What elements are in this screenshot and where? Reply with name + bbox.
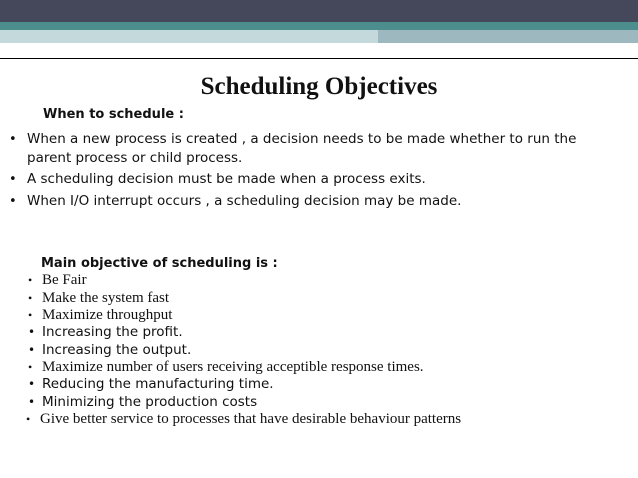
bullet-icon: •	[9, 172, 17, 187]
header-band-light	[0, 30, 378, 43]
list-item-text: Maximize throughput	[42, 307, 173, 323]
list-item-text: A scheduling decision must be made when a process exits.	[27, 171, 426, 187]
header-band-teal	[0, 22, 638, 30]
slide-title: Scheduling Objectives	[200, 73, 438, 100]
section-heading-objectives: Main objective of scheduling is :	[41, 256, 278, 271]
header-band-dark	[0, 0, 638, 22]
list-item	[28, 290, 622, 308]
title-rule	[0, 58, 638, 59]
list-item	[9, 130, 607, 168]
list-item	[28, 324, 622, 342]
bullet-icon: •	[28, 343, 36, 357]
list-item-text: Make the system fast	[42, 290, 170, 306]
list-item	[28, 307, 622, 325]
list-item-text: Maximize number of users receiving acceptible response times.	[42, 359, 424, 375]
list-item	[9, 170, 607, 189]
section-heading-when: When to schedule :	[43, 107, 184, 122]
bullet-icon: •	[28, 291, 33, 305]
bullet-icon: •	[28, 377, 36, 391]
list-item-text: Increasing the output.	[42, 342, 192, 358]
list-item	[28, 394, 622, 412]
list-item-text: Reducing the manufacturing time.	[42, 376, 274, 392]
list-item	[26, 411, 620, 429]
list-item	[28, 376, 622, 394]
bullet-icon: •	[9, 194, 17, 209]
list-item	[9, 192, 607, 211]
list-item-text: When I/O interrupt occurs , a scheduling decision may be made.	[27, 193, 462, 209]
list-item-text: Give better service to processes that have desirable behaviour patterns	[40, 411, 462, 427]
list-item-text: Minimizing the production costs	[42, 394, 258, 410]
bullet-icon: •	[9, 132, 17, 147]
bullet-icon: •	[28, 360, 33, 374]
bullet-icon: •	[26, 412, 31, 426]
list-item-text: Be Fair	[42, 272, 87, 288]
bullet-icon: •	[28, 308, 33, 322]
list-item-text: Increasing the profit.	[42, 324, 183, 340]
list-item	[28, 359, 622, 377]
header-band-slate	[378, 30, 638, 43]
list-item-text: When a new process is created , a decision needs to be made whether to run the parent process or child process.	[27, 131, 577, 166]
bullet-icon: •	[28, 325, 36, 339]
bullet-icon: •	[28, 273, 33, 287]
list-item	[28, 272, 622, 290]
list-item	[28, 342, 622, 360]
bullet-icon: •	[28, 395, 36, 409]
